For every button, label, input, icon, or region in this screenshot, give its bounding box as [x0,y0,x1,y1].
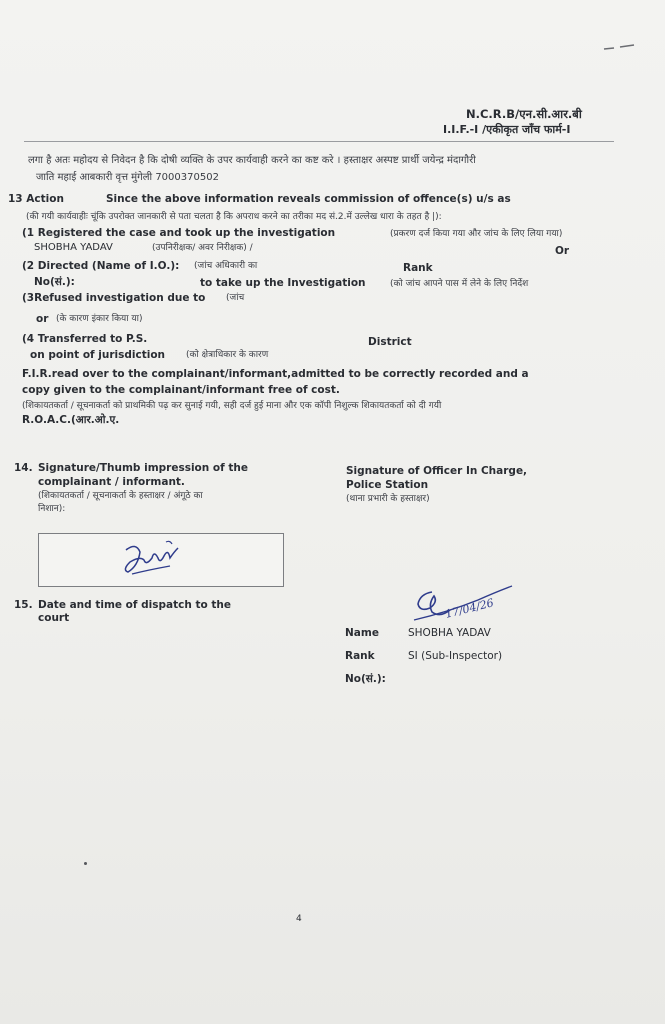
option-3-refused: (3Refused investigation due to [22,292,206,304]
option-2-hindi: (जांच अधिकारी का [194,261,258,271]
officer-sig-title-1: Signature of Officer In Charge, [346,465,528,477]
sec15-title-2: court [38,612,70,624]
intro-line-1: लगा है अतः महोदय से निवेदन है कि दोषी व्यक्ति के उपर कार्यवाही करने का कष्ट करे । हस्ताक्षर अस्पष्ट प्रार्थी जयेन्द्र मंदागौरी [28,155,476,166]
jurisdiction-hindi: (को क्षेत्राधिकार के कारण [186,350,269,360]
roac: R.O.A.C.(आर.ओ.ए. [22,414,120,426]
action-text: Since the above information reveals commission of offence(s) u/s as [106,193,511,205]
take-up-hindi: (को जांच आपने पास में लेने के लिए निर्देश [390,279,529,289]
sec14-hindi-1: (शिकायतकर्ता / सूचनाकर्ता के हस्ताक्षर / अंगूठे का [38,491,203,501]
or-1: Or [555,245,570,257]
sec14-label: 14. [14,462,33,474]
header-divider [24,141,614,142]
or-2-hindi: (के कारण इंकार किया या) [56,314,143,324]
header-form: I.I.F.-I /एकीकृत जाँच फार्म-I [443,123,571,136]
sec15-title-1: Date and time of dispatch to the [38,599,231,611]
officer-name-inline: SHOBHA YADAV [34,242,113,253]
corner-marks [600,40,640,54]
sec15-label: 15. [14,599,33,611]
officer-sig-hindi: (थाना प्रभारी के हस्ताक्षर) [346,494,430,504]
district-label: District [368,336,412,348]
option-1-hindi: (प्रकरण दर्ज किया गया और जांच के लिए लिया गया) [390,229,563,239]
no-label: No(सं.): [345,673,386,685]
rank-label: Rank [345,650,375,662]
sec14-hindi-2: निशान): [38,504,66,514]
name-label: Name [345,627,379,639]
officer-signature-date: 17/04/26 [443,596,496,621]
option-4-transferred: (4 Transferred to P.S. [22,333,148,345]
rank-value: SI (Sub-Inspector) [408,650,503,662]
name-value: SHOBHA YADAV [408,627,491,639]
option-1-registered: (1 Registered the case and took up the investigation [22,227,336,239]
header-code: N.C.R.B/एन.सी.आर.बी [466,107,582,121]
officer-sig-title-2: Police Station [346,479,429,491]
complainant-signature [118,536,188,578]
jurisdiction-text: on point of jurisdiction [30,349,166,361]
take-up-investigation: to take up the Investigation [200,277,366,289]
sec14-title-1: Signature/Thumb impression of the [38,462,248,474]
sec14-title-2: complainant / informant. [38,476,185,488]
or-2: or [36,313,49,325]
fir-hindi: (शिकायतकर्ता / सूचनाकर्ता को प्राथमिकी पढ़ कर सुनाई गयी, सही दर्ज हुई माना और एक कॉपी निशुल्क शिकायतकर्ता को दी गयी [22,401,442,411]
option-2-directed: (2 Directed (Name of I.O.): [22,260,180,272]
officer-rank-hindi: (उपनिरीक्षक/ अवर निरीक्षक) / [152,243,253,253]
stray-dot [84,862,87,865]
rank-label-2: Rank [403,262,433,274]
option-3-hindi: (जांच [226,293,245,303]
page-number: 4 [296,914,302,924]
no-label-2: No(सं.): [34,276,75,288]
action-hindi: (की गयी कार्यवाहीः चूंकि उपरोक्त जानकारी से पता चलता है कि अपराध करने का तरीका मद सं.2.में उल्लेख धारा के तहत है |): [26,212,442,222]
action-label: 13 Action [8,193,64,205]
fir-line-1: F.I.R.read over to the complainant/informant,admitted to be correctly recorded and a [22,368,529,380]
intro-line-2: जाति महाई आबकारी वृत्त मुंगेली 7000370502 [36,172,219,183]
fir-line-2: copy given to the complainant/informant free of cost. [22,384,340,396]
